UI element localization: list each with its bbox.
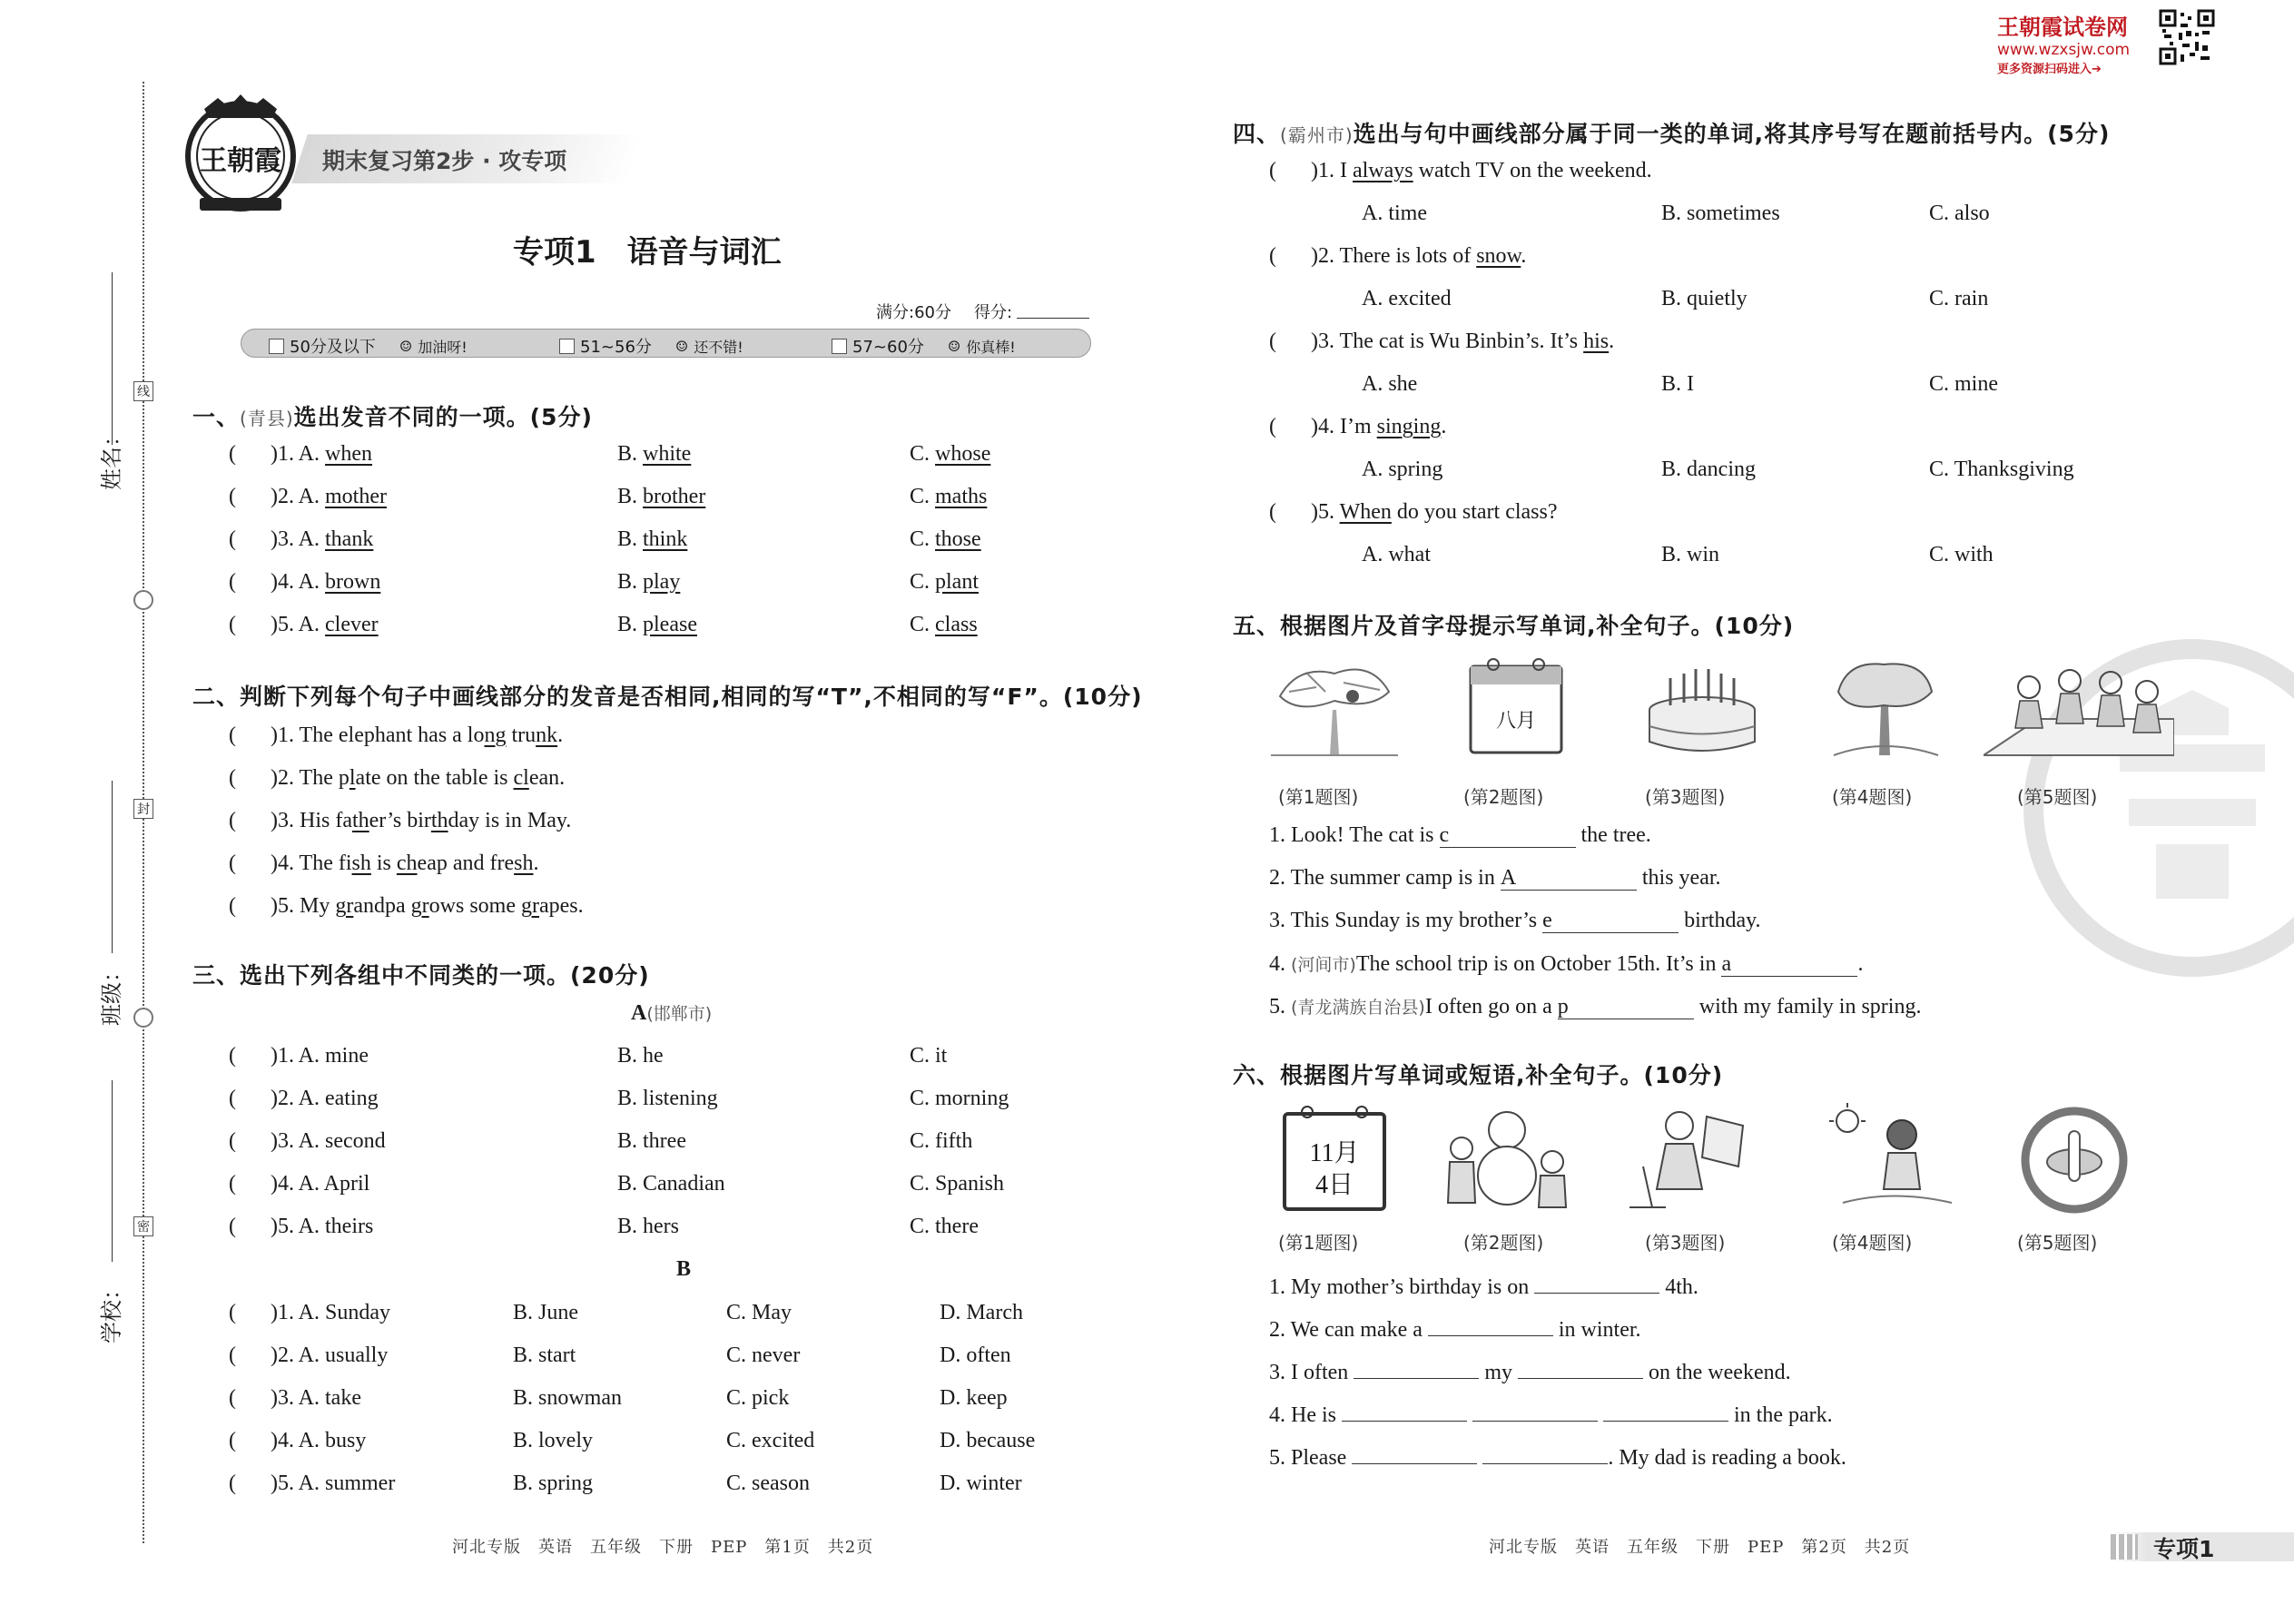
option-a: )4. A. April bbox=[271, 1172, 370, 1196]
s1-option-c-row: C. whose bbox=[910, 442, 991, 466]
option-b: B. sometimes bbox=[1661, 202, 1780, 225]
s1-option-b-row: B. play bbox=[617, 570, 681, 594]
rating-range: 51~56分 bbox=[580, 338, 652, 357]
s1-option-c-row: C. class bbox=[910, 613, 978, 636]
smile-icon: ☺ bbox=[674, 337, 689, 355]
hint-letter: A bbox=[1500, 866, 1517, 890]
option-a: A. what bbox=[1362, 543, 1431, 566]
sentence-post: birthday. bbox=[1679, 909, 1761, 932]
s1-question-5 bbox=[229, 613, 379, 637]
answer-paren[interactable]: ( bbox=[1269, 159, 1276, 182]
option-a: A. she bbox=[1362, 372, 1418, 396]
s1-question-3 bbox=[229, 527, 373, 552]
option-b: B. June bbox=[513, 1301, 578, 1324]
s6-picture-3 bbox=[1625, 1103, 1752, 1212]
question-number: )2. A. bbox=[271, 485, 325, 508]
s5-sentence-4 bbox=[1269, 951, 1863, 977]
option-a: mother bbox=[325, 485, 387, 508]
s3b-question-1 bbox=[229, 1301, 390, 1325]
school-line bbox=[112, 1080, 113, 1262]
s1-question-4 bbox=[229, 570, 380, 595]
option-c: plant bbox=[935, 570, 980, 594]
birthday-cake-icon bbox=[1643, 655, 1761, 760]
footer-left: 河北专版 英语 五年级 下册 PEP 第1页 共2页 bbox=[452, 1538, 874, 1557]
question-underlined: his bbox=[1583, 330, 1610, 353]
rating-comment: 还不错! bbox=[694, 338, 743, 356]
s1-option-c-row: C. maths bbox=[910, 485, 988, 508]
option-b: B. he bbox=[617, 1044, 664, 1068]
answer-paren[interactable]: ( bbox=[229, 1386, 236, 1410]
autumn-tree-icon bbox=[1825, 655, 1943, 760]
option-d: D. often bbox=[940, 1343, 1011, 1367]
option-b: B. win bbox=[1661, 543, 1720, 566]
s5-sentence-2 bbox=[1269, 866, 1721, 891]
s6-sentence-3 bbox=[1269, 1354, 1791, 1385]
s5-caption-2: (第2题图) bbox=[1463, 786, 1544, 808]
option-a: )1. A. Sunday bbox=[271, 1301, 390, 1324]
sentence-post: this year. bbox=[1636, 866, 1721, 890]
sentence-part: 2. We can make a bbox=[1269, 1318, 1428, 1342]
option-c: C. pick bbox=[726, 1386, 790, 1410]
s6-caption-2: (第2题图) bbox=[1463, 1232, 1544, 1254]
s3a-question-1 bbox=[229, 1044, 369, 1068]
option-a: A. excited bbox=[1362, 287, 1452, 310]
binder-strip bbox=[86, 82, 150, 1543]
option-b: B. start bbox=[513, 1343, 576, 1367]
option-c: maths bbox=[935, 485, 988, 508]
option-b: B. I bbox=[1661, 372, 1694, 396]
option-b: B. quietly bbox=[1661, 287, 1748, 310]
binder-mark-xian: 线 bbox=[133, 381, 153, 401]
s6-sentence-4 bbox=[1269, 1397, 1833, 1428]
logo-text: 王朝霞 bbox=[200, 145, 281, 177]
sentence-source: (河间市) bbox=[1291, 955, 1356, 975]
sentence-source: (青龙满族自治县) bbox=[1291, 998, 1425, 1018]
option-c: C. rain bbox=[1929, 287, 1989, 310]
binder-hole-icon bbox=[133, 1008, 153, 1028]
footer-right: 河北专版 英语 五年级 下册 PEP 第2页 共2页 bbox=[1489, 1538, 1911, 1557]
site-url: www.wzxsjw.com bbox=[1997, 41, 2131, 59]
answer-blank[interactable] bbox=[1518, 1354, 1643, 1379]
s6-picture-4 bbox=[1825, 1103, 1961, 1212]
section-1-title: 一、(青县)选出发音不同的一项。(5分) bbox=[192, 404, 593, 430]
class-line bbox=[112, 781, 113, 953]
question-number: )4. A. bbox=[271, 570, 325, 594]
s1-option-b-row: B. brother bbox=[617, 485, 706, 508]
s5-caption-3: (第3题图) bbox=[1645, 786, 1726, 808]
s2-question-2: ( )2. The plate on the table is clean. bbox=[229, 766, 566, 790]
section-6-title: 六、根据图片写单词或短语,补全句子。(10分) bbox=[1233, 1062, 1724, 1088]
option-b: B. dancing bbox=[1661, 458, 1756, 481]
s3a-question-4 bbox=[229, 1172, 369, 1196]
option-c: C. there bbox=[910, 1215, 979, 1238]
question-stem-pre: )5. bbox=[1311, 500, 1340, 524]
answer-paren[interactable]: ( bbox=[229, 485, 236, 508]
name-label: 姓名： bbox=[99, 425, 124, 490]
boy-sun-icon bbox=[1825, 1103, 1961, 1212]
question-stem-post: . bbox=[1521, 244, 1527, 268]
answer-paren[interactable]: ( bbox=[229, 1343, 236, 1367]
corner-tag: 专项1 bbox=[2153, 1536, 2215, 1562]
qr-code-icon[interactable] bbox=[2159, 9, 2215, 65]
option-b: B. lovely bbox=[513, 1429, 593, 1452]
question-stem-post: do you start class? bbox=[1391, 500, 1558, 524]
question-stem-post: watch TV on the weekend. bbox=[1413, 159, 1652, 182]
option-a: A. spring bbox=[1362, 458, 1443, 481]
question-stem-post: . bbox=[1609, 330, 1615, 353]
option-a: A. time bbox=[1362, 202, 1427, 225]
score-label: 得分: bbox=[974, 303, 1013, 322]
question-underlined: When bbox=[1339, 500, 1392, 524]
option-c: C. Thanksgiving bbox=[1929, 458, 2074, 481]
s5-caption-5: (第5题图) bbox=[2017, 786, 2098, 808]
option-b: play bbox=[643, 570, 681, 594]
option-c: those bbox=[935, 527, 981, 551]
option-b: B. three bbox=[617, 1129, 686, 1153]
answer-paren[interactable]: ( bbox=[229, 1301, 236, 1324]
part-a-heading: A(邯郸市) bbox=[631, 1001, 713, 1025]
answer-paren[interactable]: ( bbox=[229, 570, 236, 594]
answer-blank[interactable] bbox=[1603, 1397, 1728, 1422]
sentence-part: . My dad is reading a book. bbox=[1608, 1446, 1846, 1470]
sentence-part: in the park. bbox=[1728, 1403, 1833, 1427]
option-a: brown bbox=[325, 570, 381, 594]
s4-question-3 bbox=[1269, 330, 1614, 354]
option-a: )1. A. mine bbox=[271, 1044, 369, 1068]
hint-letter: e bbox=[1542, 909, 1552, 932]
sentence-part: 5. Please bbox=[1269, 1446, 1353, 1470]
sentence-pre: 2. The summer camp is in bbox=[1269, 866, 1501, 890]
option-d: D. because bbox=[940, 1429, 1036, 1452]
s4-question-2 bbox=[1269, 244, 1526, 269]
s3b-question-5 bbox=[229, 1471, 395, 1496]
option-b: please bbox=[643, 613, 697, 636]
section-3-title: 三、选出下列各组中不同类的一项。(20分) bbox=[192, 962, 650, 989]
s5-picture-5 bbox=[1984, 655, 2174, 760]
s6-caption-4: (第4题图) bbox=[1832, 1232, 1913, 1254]
sentence-part: in winter. bbox=[1552, 1318, 1641, 1342]
question-stem-pre: )1. I bbox=[1311, 159, 1353, 182]
s5-sentence-1 bbox=[1269, 823, 1651, 848]
section-4-title: 四、(霸州市)选出与句中画线部分属于同一类的单词,将其序号写在题前括号内。(5分) bbox=[1233, 121, 2111, 147]
s1-option-c-row: C. those bbox=[910, 527, 981, 551]
girl-cleaning-icon bbox=[1625, 1103, 1752, 1212]
hint-letter: p bbox=[1557, 995, 1569, 1019]
sentence-pre: 4. bbox=[1269, 952, 1291, 976]
s1-question-2 bbox=[229, 485, 387, 509]
rating-bar bbox=[241, 329, 1091, 358]
option-c: C. with bbox=[1929, 543, 1994, 566]
sentence-pre2: The school trip is on October 15th. It’s in bbox=[1355, 952, 1722, 976]
s5-picture-1 bbox=[1271, 655, 1398, 760]
sentence-part: 4. He is bbox=[1269, 1403, 1342, 1427]
section-5-title: 五、根据图片及首字母提示写单词,补全句子。(10分) bbox=[1233, 613, 1795, 639]
sentence-post: with my family in spring. bbox=[1693, 995, 1922, 1019]
option-c: C. excited bbox=[726, 1429, 815, 1452]
option-c: class bbox=[935, 613, 978, 636]
hint-letter: a bbox=[1721, 952, 1732, 976]
page-title: 专项1 语音与词汇 bbox=[513, 234, 782, 271]
smile-icon: ☺ bbox=[399, 337, 413, 355]
answer-paren[interactable]: ( bbox=[229, 1215, 236, 1238]
answer-paren[interactable]: ( bbox=[229, 1044, 236, 1068]
option-c: C. it bbox=[910, 1044, 948, 1068]
answer-paren[interactable]: ( bbox=[229, 1471, 236, 1495]
s2-question-5: ( )5. My grandpa grows some grapes. bbox=[229, 894, 584, 918]
option-a: )3. A. second bbox=[271, 1129, 386, 1153]
name-line bbox=[112, 272, 113, 445]
answer-blank[interactable] bbox=[1721, 952, 1857, 977]
s1-option-b-row: B. please bbox=[617, 613, 697, 636]
option-a: )3. A. take bbox=[271, 1386, 361, 1410]
s5-sentence-3 bbox=[1269, 909, 1761, 933]
full-score: 满分:60分 bbox=[876, 303, 951, 322]
s3b-question-4 bbox=[229, 1429, 366, 1453]
s6-sentence-5 bbox=[1269, 1440, 1846, 1471]
option-c: C. also bbox=[1929, 202, 1990, 225]
s1-option-b-row: B. think bbox=[617, 527, 688, 551]
question-stem-post: . bbox=[1441, 415, 1447, 438]
s6-picture-2 bbox=[1439, 1103, 1575, 1212]
rating-comment: 你真棒! bbox=[966, 338, 1016, 356]
question-number: )1. A. bbox=[271, 442, 325, 466]
site-name: 王朝霞试卷网 bbox=[1997, 15, 2128, 40]
rating-item bbox=[832, 334, 1086, 358]
answer-paren[interactable]: ( bbox=[1269, 500, 1276, 524]
s6-caption-3: (第3题图) bbox=[1645, 1232, 1726, 1254]
answer-blank[interactable] bbox=[1482, 1440, 1608, 1464]
question-underlined: singing bbox=[1376, 415, 1442, 438]
binder-mark-mi: 密 bbox=[133, 1216, 153, 1236]
question-stem-pre: )2. There is lots of bbox=[1311, 244, 1477, 268]
section-2-title: 二、判断下列每个句子中画线部分的发音是否相同,相同的写“T”,不相同的写“F”。(10分) bbox=[192, 684, 1143, 710]
part-b-heading: B bbox=[676, 1257, 692, 1281]
option-a: )4. A. busy bbox=[271, 1429, 367, 1452]
checkbox[interactable] bbox=[832, 339, 847, 354]
binder-hole-icon bbox=[133, 590, 153, 610]
answer-blank[interactable] bbox=[1534, 1269, 1659, 1294]
option-b: white bbox=[643, 442, 692, 466]
option-d: D. keep bbox=[940, 1386, 1008, 1410]
option-a: when bbox=[325, 442, 372, 466]
option-b: B. snowman bbox=[513, 1386, 622, 1410]
option-c: C. Spanish bbox=[910, 1172, 1005, 1196]
s3a-question-3 bbox=[229, 1129, 386, 1154]
s6-picture-1 bbox=[1280, 1103, 1389, 1212]
option-a: )2. A. eating bbox=[271, 1087, 379, 1110]
answer-blank[interactable] bbox=[1428, 1312, 1553, 1336]
answer-blank[interactable] bbox=[1354, 1354, 1479, 1379]
s3b-question-2 bbox=[229, 1343, 388, 1368]
s6-caption-1: (第1题图) bbox=[1278, 1232, 1359, 1254]
rating-item bbox=[559, 334, 832, 358]
answer-paren[interactable]: ( bbox=[229, 613, 236, 636]
s6-sentence-2 bbox=[1269, 1312, 1641, 1343]
answer-blank[interactable] bbox=[1501, 866, 1637, 891]
s5-caption-4: (第4题图) bbox=[1832, 786, 1913, 808]
calendar-month-text: 八月 bbox=[1495, 710, 1536, 733]
picnic-icon bbox=[1984, 655, 2174, 760]
s3a-question-2 bbox=[229, 1087, 379, 1111]
s4-question-4 bbox=[1269, 415, 1446, 439]
s1-question-1 bbox=[229, 442, 372, 467]
s2-question-3: ( )3. His father’s birthday is in May. bbox=[229, 809, 572, 832]
snowman-kids-icon bbox=[1439, 1103, 1575, 1212]
rating-comment: 加油呀! bbox=[418, 338, 468, 356]
option-a: thank bbox=[325, 527, 374, 551]
option-c: C. morning bbox=[910, 1087, 1009, 1110]
s2-question-1: ( )1. The elephant has a long trunk. bbox=[229, 723, 564, 747]
s1-option-c-row: C. plant bbox=[910, 570, 980, 594]
option-c: C. mine bbox=[1929, 372, 1998, 396]
option-b: B. spring bbox=[513, 1471, 594, 1495]
hint-letter: c bbox=[1439, 823, 1450, 847]
answer-paren[interactable]: ( bbox=[1269, 244, 1276, 268]
s2-question-4: ( )4. The fish is cheap and fresh. bbox=[229, 851, 539, 875]
answer-blank[interactable] bbox=[1342, 1397, 1467, 1422]
option-c: whose bbox=[935, 442, 991, 466]
option-a: )5. A. summer bbox=[271, 1471, 396, 1495]
s5-picture-3 bbox=[1643, 655, 1761, 760]
sentence-part: on the weekend. bbox=[1642, 1361, 1791, 1384]
smile-icon: ☺ bbox=[947, 337, 961, 355]
sentence-pre: 1. Look! The cat is bbox=[1269, 823, 1440, 847]
brand-logo bbox=[182, 91, 300, 218]
option-c: C. May bbox=[726, 1301, 792, 1324]
sentence-pre2: I often go on a bbox=[1424, 995, 1558, 1019]
quiet-sign-icon bbox=[2020, 1106, 2129, 1215]
sentence-post: . bbox=[1857, 952, 1864, 976]
answer-blank[interactable] bbox=[1352, 1440, 1477, 1464]
answer-paren[interactable]: ( bbox=[229, 527, 236, 551]
question-underlined: always bbox=[1352, 159, 1413, 182]
rating-range: 50分及以下 bbox=[290, 338, 376, 357]
answer-blank[interactable] bbox=[1472, 1397, 1598, 1422]
tree-cat-icon bbox=[1271, 655, 1398, 760]
s1-option-b-row: B. white bbox=[617, 442, 692, 466]
answer-paren[interactable]: ( bbox=[1269, 330, 1276, 353]
s4-question-1 bbox=[1269, 159, 1652, 183]
sentence-part: 1. My mother’s birthday is on bbox=[1269, 1275, 1535, 1299]
answer-blank[interactable] bbox=[1440, 823, 1576, 848]
s3a-question-5 bbox=[229, 1215, 373, 1239]
checkbox[interactable] bbox=[269, 339, 284, 354]
question-stem-pre: )4. I’m bbox=[1311, 415, 1377, 438]
checkbox[interactable] bbox=[559, 339, 575, 354]
question-underlined: snow bbox=[1476, 244, 1521, 268]
question-number: )3. A. bbox=[271, 527, 325, 551]
option-b: B. hers bbox=[617, 1215, 679, 1238]
score-blank[interactable] bbox=[1017, 318, 1089, 319]
answer-blank[interactable] bbox=[1558, 995, 1694, 1019]
calendar-day: 4日 bbox=[1314, 1171, 1354, 1199]
s5-picture-2 bbox=[1466, 655, 1566, 760]
option-d: D. winter bbox=[940, 1471, 1022, 1495]
answer-paren[interactable]: ( bbox=[229, 1087, 236, 1110]
option-d: D. March bbox=[940, 1301, 1023, 1324]
s6-caption-5: (第5题图) bbox=[2017, 1232, 2098, 1254]
option-a: clever bbox=[325, 613, 379, 636]
s5-picture-4 bbox=[1825, 655, 1943, 760]
option-c: C. never bbox=[726, 1343, 801, 1367]
answer-paren[interactable]: ( bbox=[229, 1129, 236, 1153]
option-b: brother bbox=[643, 485, 706, 508]
sentence-pre: 5. bbox=[1269, 995, 1291, 1019]
s5-caption-1: (第1题图) bbox=[1278, 786, 1359, 808]
s3b-question-3 bbox=[229, 1386, 361, 1411]
s4-question-5 bbox=[1269, 500, 1558, 525]
s6-picture-5 bbox=[2020, 1106, 2129, 1215]
rating-item bbox=[269, 334, 559, 358]
question-number: )5. A. bbox=[271, 613, 325, 636]
s6-sentence-1 bbox=[1269, 1269, 1698, 1300]
sentence-part: 4th. bbox=[1659, 1275, 1698, 1299]
question-stem-pre: )3. The cat is Wu Binbin’s. It’s bbox=[1311, 330, 1584, 353]
school-label: 学校： bbox=[99, 1278, 124, 1343]
option-b: B. Canadian bbox=[617, 1172, 725, 1196]
s5-sentence-5 bbox=[1269, 994, 1921, 1019]
sentence-part: 3. I often bbox=[1269, 1361, 1354, 1384]
option-b: think bbox=[643, 527, 688, 551]
answer-paren[interactable]: ( bbox=[229, 442, 236, 466]
class-label: 班级： bbox=[99, 960, 124, 1026]
option-c: C. fifth bbox=[910, 1129, 973, 1153]
sentence-post: the tree. bbox=[1575, 823, 1651, 847]
calendar-month: 11月 bbox=[1309, 1139, 1360, 1167]
option-b: B. listening bbox=[617, 1087, 718, 1110]
option-a: )2. A. usually bbox=[271, 1343, 389, 1367]
rating-range: 57~60分 bbox=[852, 338, 924, 357]
option-c: C. season bbox=[726, 1471, 810, 1495]
option-a: )5. A. theirs bbox=[271, 1215, 374, 1238]
answer-paren[interactable]: ( bbox=[1269, 415, 1276, 438]
answer-paren[interactable]: ( bbox=[229, 1429, 236, 1452]
answer-paren[interactable]: ( bbox=[229, 1172, 236, 1196]
corner-grid-icon bbox=[2111, 1534, 2138, 1560]
step-label: 期末复习第2步 · 攻专项 bbox=[322, 148, 567, 174]
site-tip: 更多资源扫码进入➔ bbox=[1997, 63, 2102, 76]
sentence-pre: 3. This Sunday is my brother’s bbox=[1269, 909, 1543, 932]
sentence-part: my bbox=[1479, 1361, 1518, 1384]
binder-mark-feng: 封 bbox=[133, 799, 153, 819]
answer-blank[interactable] bbox=[1542, 909, 1679, 933]
